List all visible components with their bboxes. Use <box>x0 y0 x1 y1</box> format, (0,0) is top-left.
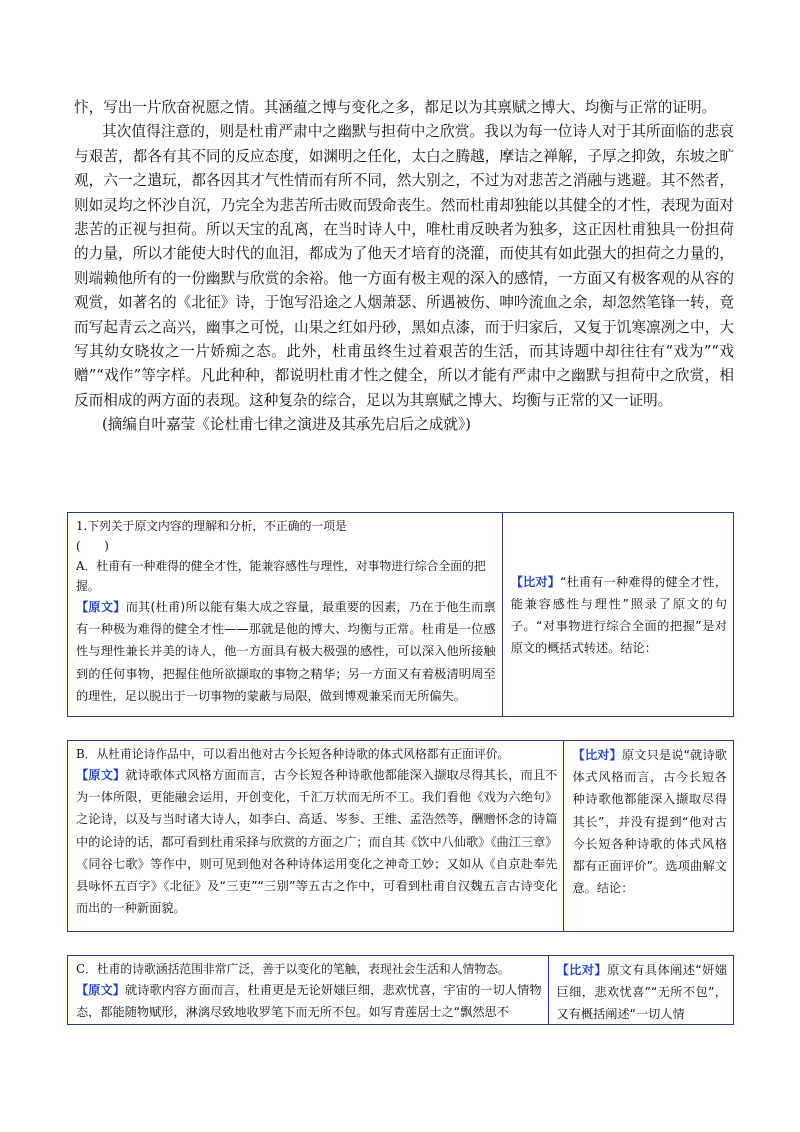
source-tag: 【原文】 <box>76 983 126 997</box>
passage-paragraph-2: 其次值得注意的，则是杜甫严肃中之幽默与担荷中之欣赏。我以为每一位诗人对于其所面临的悲哀与艰苦，都各有其不同的反应态度，如渊明之任化，太白之腾越，摩诘之禅解，子厚之抑敛，东坡之旷观，六一之遣玩，都各因其才气性情而有所不同，然大别之，不过为对悲苦之消融与逃避。其不然者，则如灵均之怀沙自沉，乃完全为悲苦所击败而毁命丧生。然而杜甫却独能以其健全的才性，表现为面对悲苦的正视与担荷。所以天宝的乱离，在当时诗人中，唯杜甫反映者为独多，这正因杜甫独具一份担荷的力量，所以才能使大时代的血泪，都成为了他天才培育的浇灌，而使其有如此强大的担荷之力量的，则端赖他所有的一份幽默与欣赏的余裕。他一方面有极主观的深入的感情，一方面又有极客观的从容的观赏，如著名的《北征》诗，于饱写沿途之人烟萧瑟、所遇被伤、呻吟流血之余，却忽然笔锋一转，竟而写起青云之高兴，幽事之可悦，山果之红如丹砂，黑如点漆，而于归家后，又复于饥寒凛冽之中，大写其幼女晓妆之一片娇痴之态。此外，杜甫虽终生过着艰苦的生活，而其诗题中却往往有“戏为”“戏赠”“戏作”等字样。凡此种种，都说明杜甫才性之健全，所以才能有严肃中之幽默与担荷中之欣赏，相反而相成的两方面的表现。这种复杂的综合，足以为其禀赋之博大、均衡与正常的又一证明。 <box>74 123 734 409</box>
source-tag: 【原文】 <box>76 768 126 782</box>
option-a-source <box>76 596 496 707</box>
option-c-box <box>67 955 734 1025</box>
option-b-source <box>76 764 557 919</box>
option-a-compare-text: “杜甫有一种难得的健全才性，能兼容感性与理性”照录了原文的句子。“对事物进行综合全面的把握”是对原文的概括式转述。结论： <box>510 574 727 656</box>
passage <box>74 96 734 438</box>
option-b-compare-cell <box>564 741 733 931</box>
option-b-text: B．从杜甫论诗作品中，可以看出他对古今长短各种诗歌的体式风格都有正面评价。 <box>76 747 510 761</box>
option-c-text: C．杜甫的诗歌涵括范围非常广泛，善于以变化的笔触，表现社会生活和人情物态。 <box>76 962 510 976</box>
option-c-compare-text: 原文有具体阐述“妍媸巨细，悲欢忧喜”“无所不包”，又有概括阐述“一切人情 <box>556 963 727 1022</box>
option-a-compare <box>511 571 727 660</box>
option-c-compare-cell <box>549 956 733 1024</box>
option-b-compare-text: 原文只是说“就诗歌体式风格而言，古今长短各种诗歌他都能深入撷取尽得其长”，并没有提到“他对古今长短各种诗歌的体式风格都有正面评价”。选项曲解文意。结论： <box>572 748 727 896</box>
option-b-box <box>67 740 734 932</box>
option-a-compare-cell <box>503 513 733 716</box>
option-c-source-cell <box>68 956 549 1024</box>
option-a-source-text: 而其(杜甫)所以能有集大成之容量，最重要的因素，乃在于他生而禀有一种极为难得的健全才性——那就是他的博大、均衡与正常。杜甫是一位感性与理性兼长并美的诗人，他一方面具有极大极强的感性，可以深入他所接触到的任何事物，把握住他所欲撷取的事物之精华；另一方面又有着极清明周至的理性，足以脱出于一切事物的蒙蔽与局限，做到博观兼采而无所偏失。 <box>76 600 496 703</box>
passage-citation: (摘编自叶嘉莹《论杜甫七律之演进及其承先启后之成就》) <box>102 416 471 434</box>
option-c-source-text: 就诗歌内容方面而言，杜甫更是无论妍媸巨细，悲欢忧喜，宇宙的一切人情物态，都能随物赋形，淋漓尽致地收罗笔下而无所不包。如写青莲居士之“飘然思不 <box>76 983 542 1020</box>
passage-paragraph-1: 忭，写出一片欣奋祝愿之情。其涵蕴之博与变化之多，都足以为其禀赋之博大、均衡与正常的证明。 <box>74 99 717 116</box>
answer-parenthesis: ( ) <box>76 539 109 553</box>
compare-tag: 【比对】 <box>572 748 622 762</box>
option-a-source-cell <box>68 513 503 716</box>
option-c-compare <box>557 959 727 1026</box>
question-1-stem: 1.下列关于原文内容的理解和分析，不正确的一项是 <box>76 519 347 533</box>
option-b-compare <box>572 744 727 899</box>
compare-tag: 【比对】 <box>556 963 608 977</box>
option-a-text: A．杜甫有一种难得的健全才性，能兼容感性与理性，对事物进行综合全面的把握。 <box>76 559 486 593</box>
option-b-source-cell <box>68 741 564 931</box>
compare-tag: 【比对】 <box>510 574 561 589</box>
option-c-source <box>76 979 542 1023</box>
question-1-option-a-box <box>67 512 734 717</box>
source-tag: 【原文】 <box>76 600 126 614</box>
option-b-source-text: 就诗歌体式风格方面而言，古今长短各种诗歌他都能深入撷取尽得其长，而且不为一体所限，更能融会运用，开创变化，千汇万状而无所不工。我们看他《戏为六绝句》之论诗，以及与当时诸大诗人，如李白、高适、岑参、王维、孟浩然等，酬赠怀念的诗篇中的论诗的话，都可看到杜甫采择与欣赏的方面之广；而自其《饮中八仙歌》《曲江三章》《同谷七歌》等作中，则可见到他对各种诗体运用变化之神奇工妙；又如从《自京赴奉先县咏怀五百字》《北征》及“三吏”“三别”等五古之作中，可看到杜甫自汉魏五言古诗变化而出的一种新面貌。 <box>76 768 558 916</box>
